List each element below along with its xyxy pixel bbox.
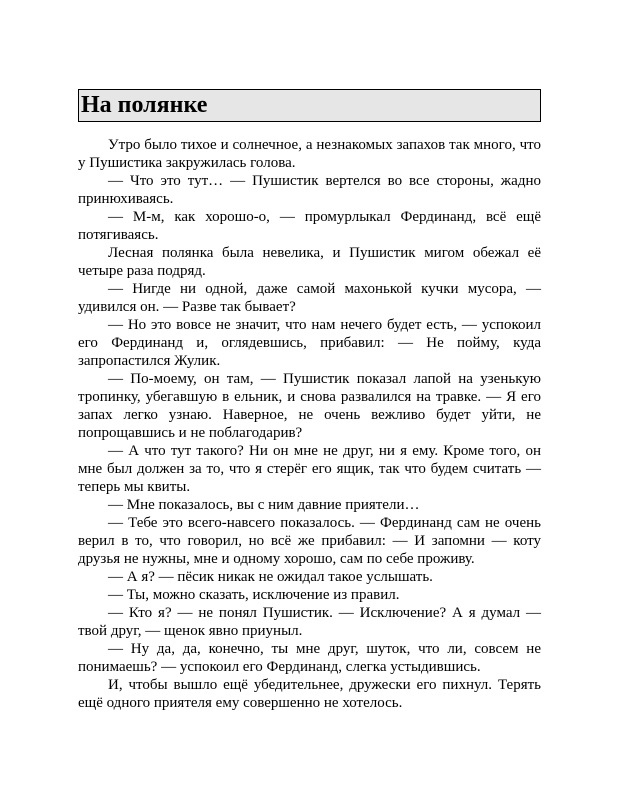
paragraph: — Ты, можно сказать, исключение из правил. — [108, 587, 400, 603]
paragraph: — М-м, как хорошо-о, — промурлыкал Фердинанд, всё ещё потягиваясь. — [78, 209, 541, 243]
paragraph: — А я? — пёсик никак не ожидал такое услышать. — [108, 569, 433, 585]
paragraph: И, чтобы вышло ещё убедительнее, дружески его пихнул. Терять ещё одного приятеля ему совершенно не хотелось. — [78, 677, 541, 711]
paragraph: — Мне показалось, вы с ним давние приятели… — [108, 497, 420, 513]
paragraph: — А что тут такого? Ни он мне не друг, ни я ему. Кроме того, он мне был должен за то, что я стерёг его ящик, так что будем считать — теперь мы квиты. — [78, 443, 541, 495]
chapter-body — [78, 136, 541, 712]
chapter-title: На полянке — [78, 89, 541, 122]
paragraph: Утро было тихое и солнечное, а незнакомых запахов так много, что у Пушистика закружилась голова. — [78, 137, 541, 171]
document-page — [78, 89, 541, 712]
paragraph: — По-моему, он там, — Пушистик показал лапой на узенькую тропинку, убегавшую в ельник, и снова развалился на травке. — Я его запах легко узнаю. Наверное, не очень вежливо будет уйти, не попрощавшись и не поблагодарив? — [78, 371, 541, 441]
paragraph: — Кто я? — не понял Пушистик. — Исключение? А я думал — твой друг, — щенок явно приуныл. — [78, 605, 541, 639]
paragraph: — Что это тут… — Пушистик вертелся во все стороны, жадно принюхиваясь. — [78, 173, 541, 207]
paragraph: Лесная полянка была невелика, и Пушистик мигом обежал её четыре раза подряд. — [78, 245, 541, 279]
paragraph: — Нигде ни одной, даже самой махонькой кучки мусора, — удивился он. — Разве так бывает? — [78, 281, 541, 315]
paragraph: — Но это вовсе не значит, что нам нечего будет есть, — успокоил его Фердинанд и, оглядевшись, прибавил: — Не пойму, куда запропастился Жулик. — [78, 317, 541, 369]
paragraph: — Тебе это всего-навсего показалось. — Фердинанд сам не очень верил в то, что говорил, но всё же прибавил: — И запомни — коту друзья не нужны, мне и одному хорошо, сам по себе проживу. — [78, 515, 541, 567]
paragraph: — Ну да, да, конечно, ты мне друг, шуток, что ли, совсем не понимаешь? — успокоил его Фердинанд, слегка устыдившись. — [78, 641, 541, 675]
